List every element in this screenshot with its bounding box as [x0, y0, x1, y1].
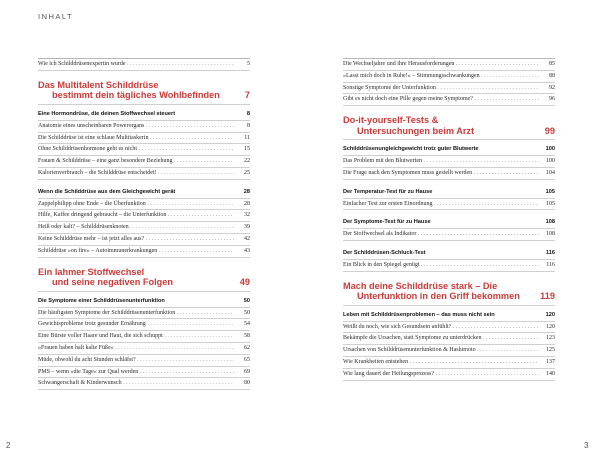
entry-page: 100 [546, 158, 555, 165]
entry-label: Bekämpfe die Ursachen, statt Symptome zu unterdrücken . . . [343, 333, 539, 344]
entry-label: Weißt du noch, wie sich Gesundsein anfühlt? . . . [343, 322, 539, 333]
toc-entry[interactable] [343, 156, 555, 168]
part-title-line1: Do-it-yourself-Tests & [343, 115, 439, 126]
toc-entry[interactable] [343, 168, 555, 180]
toc-entry[interactable] [38, 331, 250, 343]
part-title-line1: Ein lahmer Stoffwechsel [38, 266, 145, 277]
toc-right-column [343, 58, 555, 381]
chapter-title: Leben mit Schilddrüsenproblemen – das muss nicht sein [343, 311, 495, 318]
entry-page: 22 [244, 158, 250, 165]
entry-page: 43 [244, 247, 250, 254]
entry-label: PMS – wenn »die Tage« zur Qual werden . . . [38, 367, 234, 378]
chapter-heading[interactable] [343, 217, 555, 229]
entry-label: Die häufigsten Symptome der Schilddrüsenunterfunktion . . . [38, 308, 234, 319]
entry-label: Die Schilddrüse ist eine schlaue Multitaskerin . . . [38, 133, 234, 144]
entry-label: Sonstige Symptome der Unterfunktion . . . [343, 83, 539, 94]
entry-label: Wie lang dauert der Heilungsprozess? . . . [343, 369, 539, 380]
part-page: 49 [239, 277, 250, 288]
chapter-page: 8 [246, 110, 250, 117]
entry-label: Gibt es nicht doch eine Pille gegen meine Symptome? . . . [343, 94, 539, 105]
part-page: 119 [540, 291, 555, 302]
entry-page: 96 [549, 96, 555, 103]
entry-label: Wie ich Schilddrüsenexpertin wurde . . . [38, 59, 234, 70]
chapter-page: 50 [243, 297, 250, 304]
part-heading-2[interactable] [38, 262, 250, 292]
entry-page: 88 [549, 72, 555, 79]
toc-entry[interactable] [343, 59, 555, 71]
toc-entry[interactable] [343, 357, 555, 369]
entry-label: Schwangerschaft & Kinderwunsch . . . [38, 378, 234, 389]
entry-page: 104 [546, 169, 555, 176]
part-title-line2: bestimmt dein tägliches Wohlbefinden [52, 90, 220, 101]
toc-entry[interactable] [38, 234, 250, 246]
toc-entry[interactable] [343, 199, 555, 211]
entry-label: Ein Blick in den Spiegel genügt . . . [343, 260, 539, 271]
toc-entry[interactable] [38, 308, 250, 320]
toc-entry[interactable] [38, 156, 250, 168]
chapter-title: Eine Hormondrüse, die deinen Stoffwechsel steuert [38, 110, 176, 117]
chapter-heading[interactable] [38, 109, 250, 121]
toc-entry-intro[interactable] [38, 59, 250, 71]
toc-entry[interactable] [343, 369, 555, 381]
chapter-page: 116 [545, 249, 555, 256]
entry-page: 39 [244, 224, 250, 231]
part-heading-1[interactable] [38, 75, 250, 105]
chapter-page: 108 [545, 219, 555, 226]
entry-page: 65 [244, 356, 250, 363]
toc-entry[interactable] [343, 229, 555, 241]
entry-page: 69 [244, 368, 250, 375]
toc-entry[interactable] [38, 319, 250, 331]
chapter-page: 100 [545, 146, 555, 153]
entry-page: 108 [546, 231, 555, 238]
entry-label: Kalorienverbrauch – die Schilddrüse entscheidet! . . . [38, 168, 234, 179]
chapter-title: Der Temperatur-Test für zu Hause [343, 188, 433, 195]
entry-page: 85 [549, 61, 555, 67]
toc-entry[interactable] [38, 367, 250, 379]
entry-label: Einfacher Test zur ersten Einordnung . . . [343, 199, 539, 210]
toc-entry[interactable] [38, 210, 250, 222]
entry-page: 123 [546, 335, 555, 342]
entry-page: 50 [244, 309, 250, 316]
entry-page: 140 [546, 370, 555, 377]
entry-label: Wie Krankheiten entstehen . . . [343, 357, 539, 368]
entry-page: 15 [244, 146, 250, 153]
chapter-title: Die Symptome einer Schilddrüsenunterfunktion [38, 297, 165, 304]
entry-page: 11 [244, 134, 250, 141]
toc-entry[interactable] [343, 94, 555, 106]
entry-page: 8 [247, 122, 250, 129]
entry-page: 105 [546, 200, 555, 207]
chapter-page: 105 [545, 188, 555, 195]
entry-label: Ohne Schilddrüsenhormone geht es nicht . . . [38, 144, 234, 155]
entry-page: 92 [549, 84, 555, 91]
toc-entry[interactable] [38, 144, 250, 156]
entry-page: 25 [244, 169, 250, 176]
page-number-left: 2 [6, 441, 11, 450]
chapter-title: Der Schilddrüsen-Schluck-Test [343, 249, 426, 256]
entry-label: Eine Bürste voller Haare und Haut, die sich schuppt . . . [38, 331, 234, 342]
toc-entry[interactable] [38, 222, 250, 234]
entry-label: Das Problem mit den Blutwerten . . . [343, 156, 539, 167]
part-title-line2: und seine negativen Folgen [52, 277, 173, 288]
chapter-heading[interactable] [38, 296, 250, 308]
entry-label: Frauen & Schilddrüse – eine ganz besondere Beziehung . . . [38, 156, 234, 167]
part-page: 99 [544, 125, 555, 136]
chapter-heading[interactable] [38, 187, 250, 199]
entry-page: 120 [546, 323, 555, 330]
entry-label: Anatomie eines unscheinbaren Powerorgans . . . [38, 121, 234, 132]
toc-left-column [38, 58, 250, 390]
chapter-title: Schilddrüsenungleichgewicht trotz guter Blutwerte [343, 146, 479, 153]
entry-page: 54 [244, 321, 250, 328]
entry-label: Die Frage nach den Symptomen muss gestellt werden . . . [343, 168, 539, 179]
entry-page: 28 [244, 200, 250, 207]
toc-entry[interactable] [343, 322, 555, 334]
part-title-line1: Mach deine Schilddrüse stark – Die [343, 280, 498, 291]
part-heading-4[interactable] [343, 276, 555, 306]
toc-entry[interactable] [343, 345, 555, 357]
toc-entry[interactable] [343, 83, 555, 95]
part-heading-3[interactable] [343, 110, 555, 140]
entry-page: 42 [244, 235, 250, 242]
entry-page: 137 [546, 358, 555, 365]
part-title-line2: Unterfunktion in den Griff bekommen [357, 291, 520, 302]
entry-label: Ursachen von Schilddrüsenunterfunktion & Hashimoto . . . [343, 345, 539, 356]
entry-label: Keine Schilddrüse mehr – ist jetzt alles aus? . . . [38, 234, 234, 245]
toc-header: INHALT [38, 12, 74, 21]
toc-entry[interactable] [38, 199, 250, 211]
entry-label: »Lasst mich doch in Ruhe!« – Stimmungsschwankungen . . . [343, 71, 539, 82]
chapter-page: 28 [243, 188, 250, 195]
entry-label: »Frauen haben halt kalte Füße« . . . [38, 343, 234, 354]
entry-page: 5 [247, 61, 250, 67]
toc-entry[interactable] [343, 71, 555, 83]
part-title-line2: Untersuchungen beim Arzt [357, 125, 475, 136]
entry-page: 80 [244, 380, 250, 387]
entry-page: 116 [546, 261, 555, 268]
entry-label: Müde, obwohl du acht Stunden schläfst? . . . [38, 355, 234, 366]
chapter-page: 120 [545, 311, 555, 318]
entry-label: Schilddrüse »on fire« – Autoimmunerkrankungen . . . [38, 246, 234, 257]
page-number-right: 3 [584, 441, 589, 450]
entry-page: 125 [546, 347, 555, 354]
entry-label: Hilfe, Kaffee dringend gebraucht – die Unterfunktion . . . [38, 210, 234, 221]
entry-label: Die Wechseljahre und ihre Herausforderungen . . . [343, 59, 539, 70]
chapter-heading[interactable] [343, 144, 555, 156]
entry-page: 58 [244, 333, 250, 340]
entry-page: 32 [244, 212, 250, 219]
toc-entry[interactable] [38, 121, 250, 133]
toc-entry[interactable] [38, 168, 250, 180]
toc-entry[interactable] [38, 378, 250, 390]
toc-entry[interactable] [38, 133, 250, 145]
toc-entry[interactable] [343, 260, 555, 272]
chapter-title: Der Symptome-Test für zu Hause [343, 219, 431, 226]
part-title-line1: Das Multitalent Schilddrüse [38, 79, 159, 90]
chapter-heading[interactable] [343, 248, 555, 260]
chapter-heading[interactable] [343, 187, 555, 199]
chapter-title: Wenn die Schilddrüse aus dem Gleichgewicht gerät [38, 188, 176, 195]
toc-entry[interactable] [38, 355, 250, 367]
toc-entry[interactable] [343, 333, 555, 345]
part-page: 7 [244, 90, 250, 101]
chapter-heading[interactable] [343, 310, 555, 322]
entry-page: 62 [244, 344, 250, 351]
toc-entry[interactable] [38, 246, 250, 258]
entry-label: Heiß oder kalt? – Schilddrüsenknoten . . . [38, 222, 234, 233]
entry-label: Zappelphilipp ohne Ende – die Überfunktion . . . [38, 199, 234, 210]
entry-label: Gewichtsprobleme trotz gesunder Ernährung . . . [38, 319, 234, 330]
toc-entry[interactable] [38, 343, 250, 355]
entry-label: Der Stoffwechsel als Indikator . . . [343, 229, 539, 240]
